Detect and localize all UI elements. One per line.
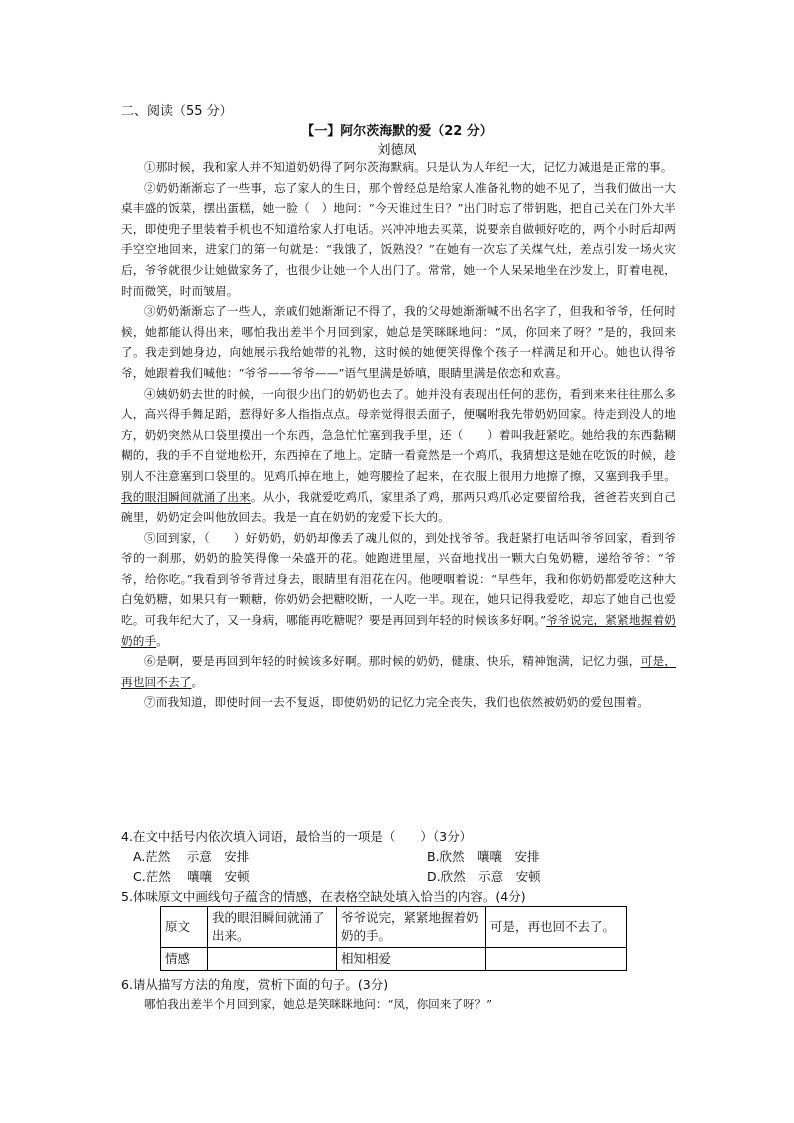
table-row [161, 907, 627, 948]
section-title: 二、阅读（55 分） [121, 104, 233, 119]
paragraph-4-text: ④姨奶奶去世的时候，一向很少出门的奶奶也去了。她并没有表现出任何的悲伤，看到来来往往那么多人，高兴得手舞足蹈，惹得好多人指指点点。母亲觉得很丢面子，便嘱咐我先带奶奶回家。待走到没人的地方，奶奶突然从口袋里摸出一个东西，急急忙忙塞到我手里，还（ ）着叫我赶紧吃。她给我的东西黏糊糊的，我的手不自觉地松开，东西掉在了地上。定睛一看竟然是一个鸡爪，我猜想这是她在吃饭的时候，趁别人不注意塞到口袋里的。见鸡爪掉在地上，她弯腰捡了起来，在衣服上很用力地擦了擦，又塞到我手里。 [121, 386, 676, 483]
table-row [161, 948, 627, 971]
paragraph-4 [121, 384, 676, 528]
question-4-option-a: A.茫然 示意 安排 [133, 849, 250, 864]
paragraph-7: ⑦而我知道，即使时间一去不复返，即使奶奶的记忆力完全丧失，我们也依然被奶奶的爱包围着。 [144, 695, 649, 710]
table-cell-label: 原文 [161, 907, 208, 948]
question-4-option-d: D.欣然 示意 安顿 [427, 869, 541, 884]
answer-blank-1[interactable] [208, 948, 337, 971]
table-cell: 爷爷说完，紧紧地握着奶奶的手。 [337, 907, 486, 948]
table-cell: 可是，再也回不去了。 [486, 907, 627, 948]
answer-blank-2[interactable] [486, 948, 627, 971]
paragraph-3: ③奶奶渐渐忘了一些人，亲戚们她渐渐记不得了，我的父母她渐渐喊不出名字了，但我和爷爷，任何时候，她都能认得出来，哪怕我出差半个月回到家，她总是笑眯眯地问：“凤，你回来了呀？”是的，我回来了。我走到她身边，向她展示我给她带的礼物，这时候的她便笑得像个孩子一样满足和开心。她也认得爷爷，她跟着我们喊他：“爷爷——爷爷——”语气里满是娇嗔，眼睛里满是依恋和欢喜。 [121, 304, 676, 380]
question-4-option-b: B.欣然 嚷嚷 安排 [427, 849, 540, 864]
passage-author: 刘德凤 [377, 143, 417, 158]
passage-title: 【一】阿尔茨海默的爱（22 分） [301, 124, 493, 139]
paragraph-4-rest: 。从小，我就爱吃鸡爪，家里杀了鸡，那两只鸡爪必定要留给我，爸爸若夹到自己碗里，奶奶定会叫他放回去。我是一直在奶奶的宠爱下长大的。 [121, 489, 677, 525]
paragraph-2: ②奶奶渐渐忘了一些事，忘了家人的生日，那个曾经总是给家人准备礼物的她不见了，当我们做出一大桌丰盛的饭菜，摆出蛋糕，她一脸（ ）地问：“今天谁过生日？”出门时忘了带钥匙，把自己关在门外大半天，即使兜子里装着手机也不知道给家人打电话。兴冲冲地去买菜，说要亲自做顿好吃的，两个小时后却两手空空地回来，进家门的第一句就是：“我饿了，饭熟没？”在她有一次忘了关煤气灶，差点引发一场火灾后，爷爷就很少让她做家务了，也很少让她一个人出门了。常常，她一个人呆呆地坐在沙发上，盯着电视，时而微笑，时而皱眉。 [121, 180, 676, 298]
table-cell: 我的眼泪瞬间就涌了出来。 [208, 907, 337, 948]
paragraph-6-end: 。 [191, 674, 204, 689]
underlined-sentence-3: 可是，再也回不去了 [121, 654, 677, 689]
paragraph-6-text: ⑥是啊，要是再回到年轻的时候该多好啊。那时候的奶奶，健康、快乐，精神饱满，记忆力强， [144, 654, 641, 669]
paragraph-6 [121, 651, 676, 692]
table-cell-label: 情感 [161, 948, 208, 971]
question-6-stem: 6.请从描写方法的角度，赏析下面的句子。(3分) [121, 977, 389, 992]
paragraph-1: ①那时候，我和家人并不知道奶奶得了阿尔茨海默病。只是认为人年纪一大，记忆力减退是正常的事。 [144, 160, 673, 174]
question-5-stem: 5.体味原文中画线句子蕴含的情感，在表格空缺处填入恰当的内容。(4分) [121, 889, 526, 904]
question-4-stem: 4.在文中括号内依次填入词语，最恰当的一项是（ ）（3分） [121, 829, 473, 844]
table-cell: 相知相爱 [337, 948, 486, 971]
paragraph-5-text: ⑤回到家，（ ）好奶奶，奶奶却像丢了魂儿似的，到处找爷爷。我赶紧打电话叫爷爷回家，看到爷爷的一刹那，奶奶的脸笑得像一朵盛开的花。她跑进里屋，兴奋地找出一颗大白兔奶糖，递给爷爷：“爷爷，给你吃。”我看到爷爷背过身去，眼睛里有泪花在闪。他哽咽着说：“早些年，我和你奶奶都爱吃这种大白兔奶糖，如果只有一颗糖，你奶奶会把糖咬断，一人吃一半。现在，她只记得我爱吃，却忘了她自己也爱吃。可我年纪大了，又一身病，哪能再吃糖呢？要是再回到年轻的时候该多好啊。” [121, 530, 676, 628]
answer-table [160, 906, 627, 971]
passage-body [121, 157, 676, 713]
paragraph-5-end: 。 [156, 633, 168, 648]
question-4-option-c: C.茫然 嚷嚷 安顿 [133, 869, 250, 884]
underlined-sentence-2: 爷爷说完，紧紧地握着奶奶的手 [121, 613, 676, 648]
underlined-sentence-1: 我的眼泪瞬间就涌了出来 [121, 489, 251, 504]
paragraph-5 [121, 528, 676, 652]
question-6-quote: 哪怕我出差半个月回到家，她总是笑眯眯地问：“凤，你回来了呀？” [144, 997, 493, 1011]
